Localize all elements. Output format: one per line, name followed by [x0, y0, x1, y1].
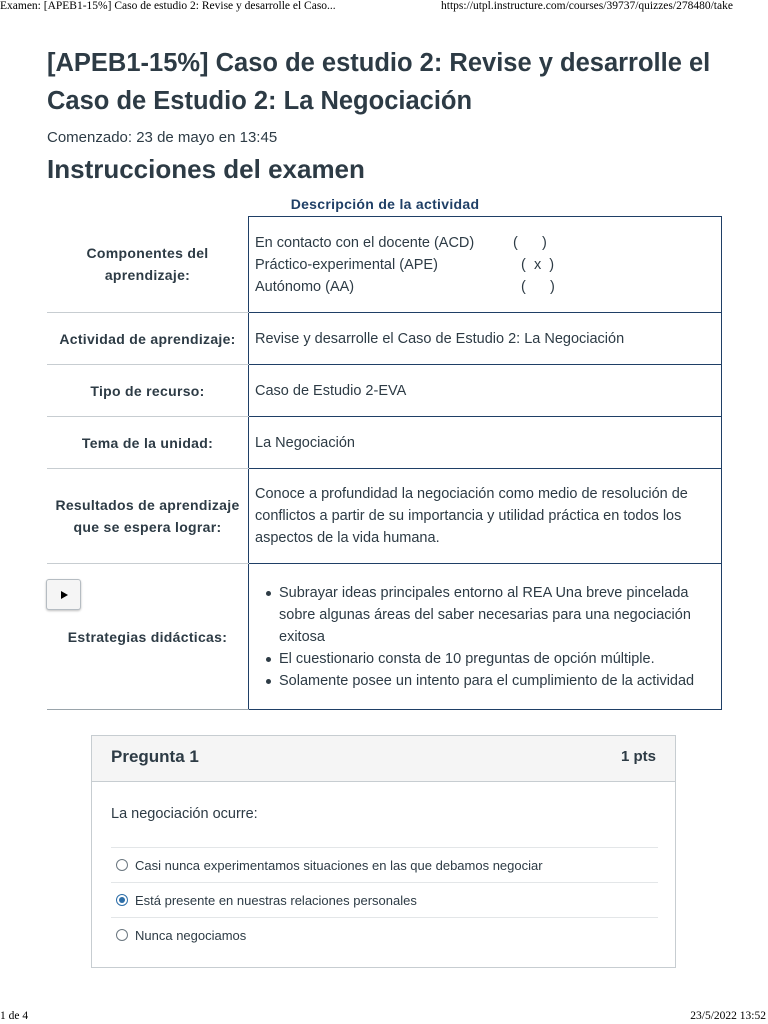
- question-1: [91, 735, 676, 968]
- play-button[interactable]: [46, 579, 81, 610]
- strategies-list: [255, 582, 715, 692]
- activity-label: Actividad de aprendizaje:: [47, 313, 249, 365]
- activity-table: [47, 216, 722, 710]
- topic-label: Tema de la unidad:: [47, 417, 249, 469]
- activity-value: Revise y desarrolle el Caso de Estudio 2: La Negociación: [249, 313, 722, 365]
- component-aa: [255, 276, 715, 298]
- component-name: Práctico-experimental (APE): [255, 256, 438, 273]
- page-number: 1 de 4: [0, 1010, 29, 1022]
- question-text: La negociación ocurre:: [111, 806, 258, 822]
- strategies-value: [249, 564, 722, 710]
- instructions-heading: Instrucciones del examen: [47, 154, 365, 184]
- play-icon: [59, 590, 69, 600]
- resource-label: Tipo de recurso:: [47, 365, 249, 417]
- resource-value: Caso de Estudio 2-EVA: [249, 365, 722, 417]
- activity-description-caption: Descripción de la actividad: [290, 196, 480, 212]
- answer-option-3[interactable]: [111, 917, 658, 952]
- row-components: [47, 217, 722, 313]
- answer-label: Nunca negociamos: [135, 927, 247, 943]
- topic-value: La Negociación: [249, 417, 722, 469]
- list-item: Solamente posee un intento para el cumplimiento de la actividad: [279, 670, 715, 692]
- components-label-text: Componentes del aprendizaje:: [86, 245, 209, 284]
- component-name: Autónomo (AA): [255, 278, 355, 295]
- question-points: 1 pts: [620, 748, 656, 765]
- radio-checked-icon[interactable]: [116, 894, 128, 906]
- row-resource: [47, 365, 722, 417]
- answer-option-2[interactable]: [111, 882, 658, 917]
- row-activity: [47, 313, 722, 365]
- strategies-label: Estrategias didácticas:: [47, 564, 249, 710]
- component-acd: [255, 232, 715, 254]
- row-topic: [47, 417, 722, 469]
- quiz-started-time: Comenzado: 23 de mayo en 13:45: [47, 129, 278, 146]
- component-ape: [255, 254, 715, 276]
- list-item: Subrayar ideas principales entorno al REA Una breve pincelada sobre algunas áreas del saber necesarias para una negociación exitosa: [279, 582, 715, 648]
- question-name: Pregunta 1: [111, 747, 199, 766]
- print-header: [0, 0, 768, 16]
- print-header-url: https://utpl.instructure.com/courses/39737/quizzes/278480/take: [441, 0, 733, 12]
- answer-option-1[interactable]: [111, 847, 658, 882]
- results-label: Resultados de aprendizaje que se espera lograr:: [47, 469, 249, 564]
- radio-unchecked-icon[interactable]: [116, 929, 128, 941]
- component-mark: ( x ): [513, 256, 555, 273]
- row-strategies: [47, 564, 722, 710]
- print-header-title: Examen: [APEB1-15%] Caso de estudio 2: Revise y desarrolle el Caso...: [0, 0, 336, 12]
- list-item: El cuestionario consta de 10 preguntas de opción múltiple.: [279, 648, 715, 670]
- components-value: [249, 217, 722, 313]
- radio-unchecked-icon[interactable]: [116, 859, 128, 871]
- component-name: En contacto con el docente (ACD): [255, 234, 475, 251]
- quiz-title: [APEB1-15%] Caso de estudio 2: Revise y desarrolle el Caso de Estudio 2: La Negociación: [47, 49, 711, 115]
- row-results: [47, 469, 722, 564]
- components-label: [47, 217, 249, 313]
- results-value: Conoce a profundidad la negociación como medio de resolución de conflictos a partir de su importancia y utilidad práctica en todos los aspectos de la vida humana.: [249, 469, 722, 564]
- answer-list: [111, 847, 658, 952]
- component-mark: ( ): [513, 278, 555, 295]
- print-datetime: 23/5/2022 13:52: [690, 1010, 766, 1022]
- answer-label: Está presente en nuestras relaciones personales: [135, 892, 417, 908]
- component-mark: ( ): [513, 234, 547, 251]
- print-footer: [0, 1010, 768, 1024]
- question-header: [92, 736, 675, 782]
- answer-label: Casi nunca experimentamos situaciones en las que debamos negociar: [135, 857, 543, 873]
